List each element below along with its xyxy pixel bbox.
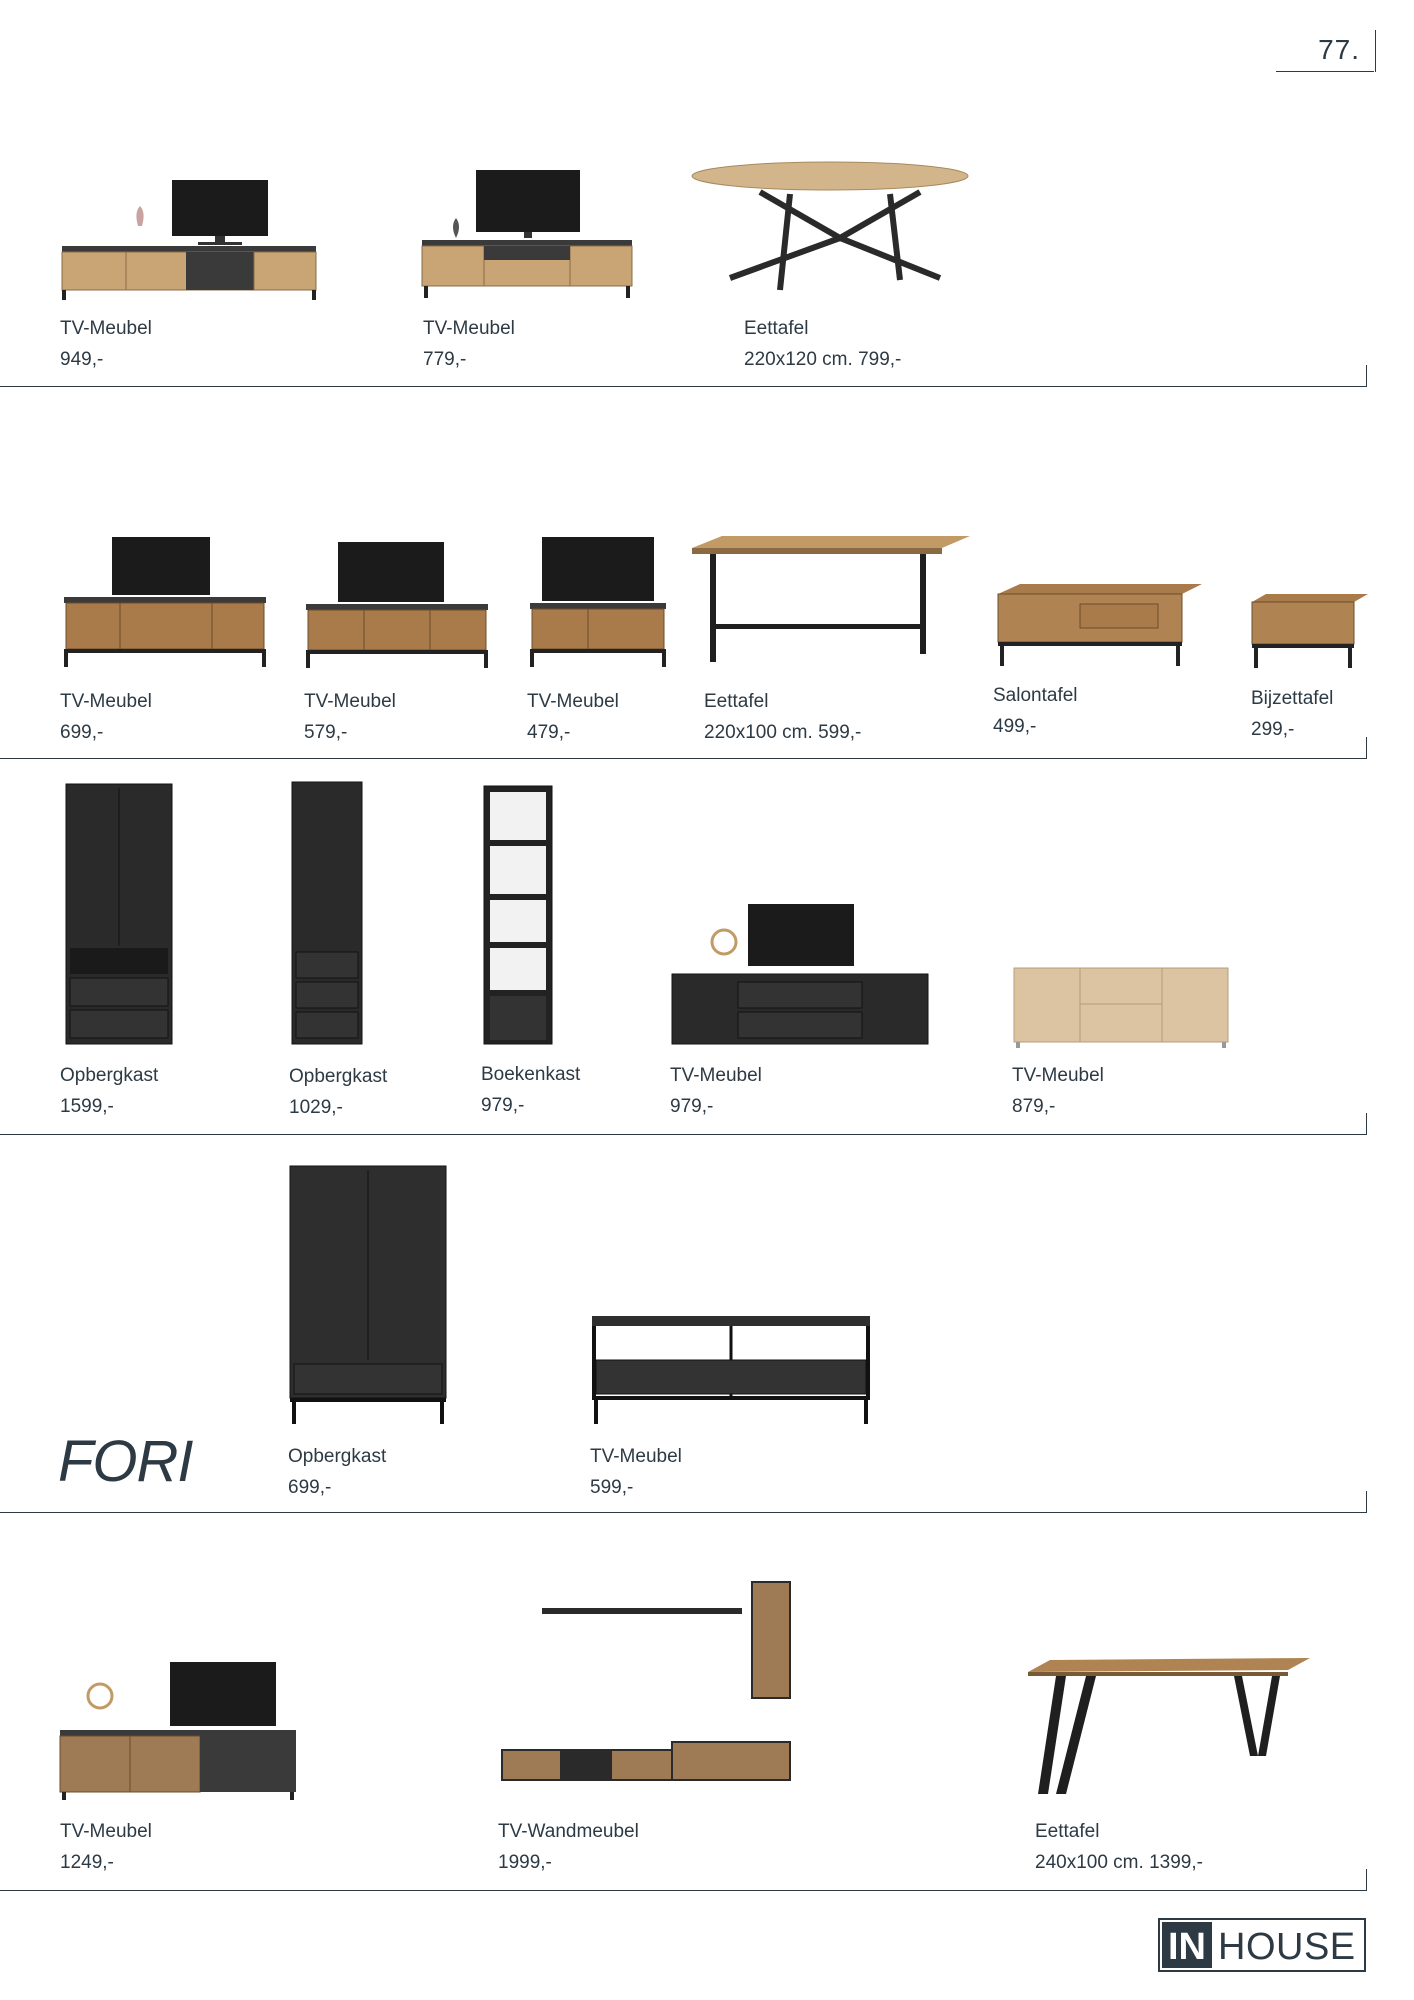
product-tv-meubel-1249 <box>60 1816 152 1878</box>
product-price: 699,- <box>288 1477 332 1498</box>
section-divider-1 <box>0 386 1366 387</box>
product-salontafel-499 <box>993 680 1078 742</box>
product-tv-meubel-779 <box>423 313 515 375</box>
product-price: 220x120 cm. 799,- <box>744 349 902 370</box>
tv-meubel-879-image <box>1012 966 1230 1050</box>
product-price: 979,- <box>481 1095 525 1116</box>
product-name: Boekenkast <box>481 1064 581 1085</box>
product-tv-meubel-699 <box>60 686 152 748</box>
product-name: TV-Meubel <box>304 691 396 712</box>
page-number-tick <box>1375 30 1376 72</box>
section-divider-5 <box>0 1890 1366 1891</box>
opbergkast-1599-image <box>64 782 174 1046</box>
product-tv-meubel-949 <box>60 313 152 375</box>
boekenkast-image <box>482 784 554 1046</box>
product-name: Opbergkast <box>289 1066 388 1087</box>
product-name: TV-Meubel <box>60 691 152 712</box>
product-opbergkast-1029 <box>289 1061 387 1123</box>
eettafel-1399-image <box>1026 1656 1312 1800</box>
page-number-rule <box>1276 71 1374 72</box>
product-name: Eettafel <box>704 691 769 712</box>
product-price: 1249,- <box>60 1852 114 1873</box>
product-eettafel-599 <box>704 686 861 748</box>
product-name: Eettafel <box>1035 1821 1100 1842</box>
product-price: 240x100 cm. 1399,- <box>1035 1852 1203 1873</box>
product-name: TV-Meubel <box>1012 1065 1104 1086</box>
section-divider-4 <box>0 1512 1366 1513</box>
product-eettafel-799 <box>744 313 901 375</box>
product-name: TV-Meubel <box>670 1065 762 1086</box>
product-name: TV-Wandmeubel <box>498 1821 639 1842</box>
product-tv-wandmeubel-1999 <box>498 1816 639 1878</box>
eettafel-oval-image <box>690 158 970 298</box>
product-price: 1599,- <box>60 1096 114 1117</box>
logo-part-house: HOUSE <box>1218 1926 1356 1968</box>
fori-opbergkast-image <box>288 1164 448 1426</box>
product-price: 949,- <box>60 349 104 370</box>
opbergkast-1029-image <box>290 780 364 1046</box>
collection-title: FORI <box>58 1429 193 1494</box>
page-number <box>1276 30 1376 72</box>
product-fori-opbergkast-699 <box>288 1441 386 1503</box>
product-price: 599,- <box>590 1477 634 1498</box>
bijzettafel-image <box>1250 592 1370 672</box>
fori-tv-meubel-image <box>590 1314 872 1426</box>
product-price: 699,- <box>60 722 104 743</box>
logo-part-in: IN <box>1162 1922 1212 1968</box>
product-tv-meubel-979 <box>670 1060 762 1122</box>
tv-meubel-1249-image <box>58 1660 298 1800</box>
product-price: 879,- <box>1012 1096 1056 1117</box>
eettafel-599-image <box>690 534 972 666</box>
section-divider-3 <box>0 1134 1366 1135</box>
product-name: TV-Meubel <box>527 691 619 712</box>
product-name: TV-Meubel <box>590 1446 682 1467</box>
salontafel-image <box>996 582 1204 668</box>
product-boekenkast-979 <box>481 1059 580 1121</box>
tv-meubel-oak-3-door-image <box>420 168 634 300</box>
product-opbergkast-1599 <box>60 1060 158 1122</box>
product-price: 1999,- <box>498 1852 552 1873</box>
product-name: Salontafel <box>993 685 1078 706</box>
product-name: Eettafel <box>744 318 809 339</box>
tv-meubel-479-image <box>528 535 668 670</box>
product-price: 979,- <box>670 1096 714 1117</box>
product-price: 220x100 cm. 599,- <box>704 722 862 743</box>
product-name: TV-Meubel <box>60 1821 152 1842</box>
product-name: Opbergkast <box>60 1065 159 1086</box>
product-tv-meubel-479 <box>527 686 619 748</box>
product-price: 1029,- <box>289 1097 343 1118</box>
product-tv-meubel-579 <box>304 686 396 748</box>
tv-meubel-oak-4-door-image <box>58 170 320 300</box>
product-name: TV-Meubel <box>60 318 152 339</box>
tv-meubel-979-image <box>670 902 930 1048</box>
product-price: 779,- <box>423 349 467 370</box>
product-price: 579,- <box>304 722 348 743</box>
product-name: TV-Meubel <box>423 318 515 339</box>
tv-meubel-699-image <box>62 535 268 670</box>
page-number-text: 77. <box>1318 34 1360 65</box>
inhouse-logo <box>1158 1918 1366 1972</box>
product-fori-tv-meubel-599 <box>590 1441 682 1503</box>
tv-wandmeubel-image <box>500 1580 792 1790</box>
product-name: Bijzettafel <box>1251 688 1334 709</box>
product-price: 499,- <box>993 716 1037 737</box>
tv-meubel-579-image <box>304 540 490 670</box>
section-divider-2 <box>0 758 1366 759</box>
product-bijzettafel-299 <box>1251 683 1333 745</box>
product-tv-meubel-879 <box>1012 1060 1104 1122</box>
product-price: 299,- <box>1251 719 1295 740</box>
product-eettafel-1399 <box>1035 1816 1203 1878</box>
product-name: Opbergkast <box>288 1446 387 1467</box>
product-price: 479,- <box>527 722 571 743</box>
